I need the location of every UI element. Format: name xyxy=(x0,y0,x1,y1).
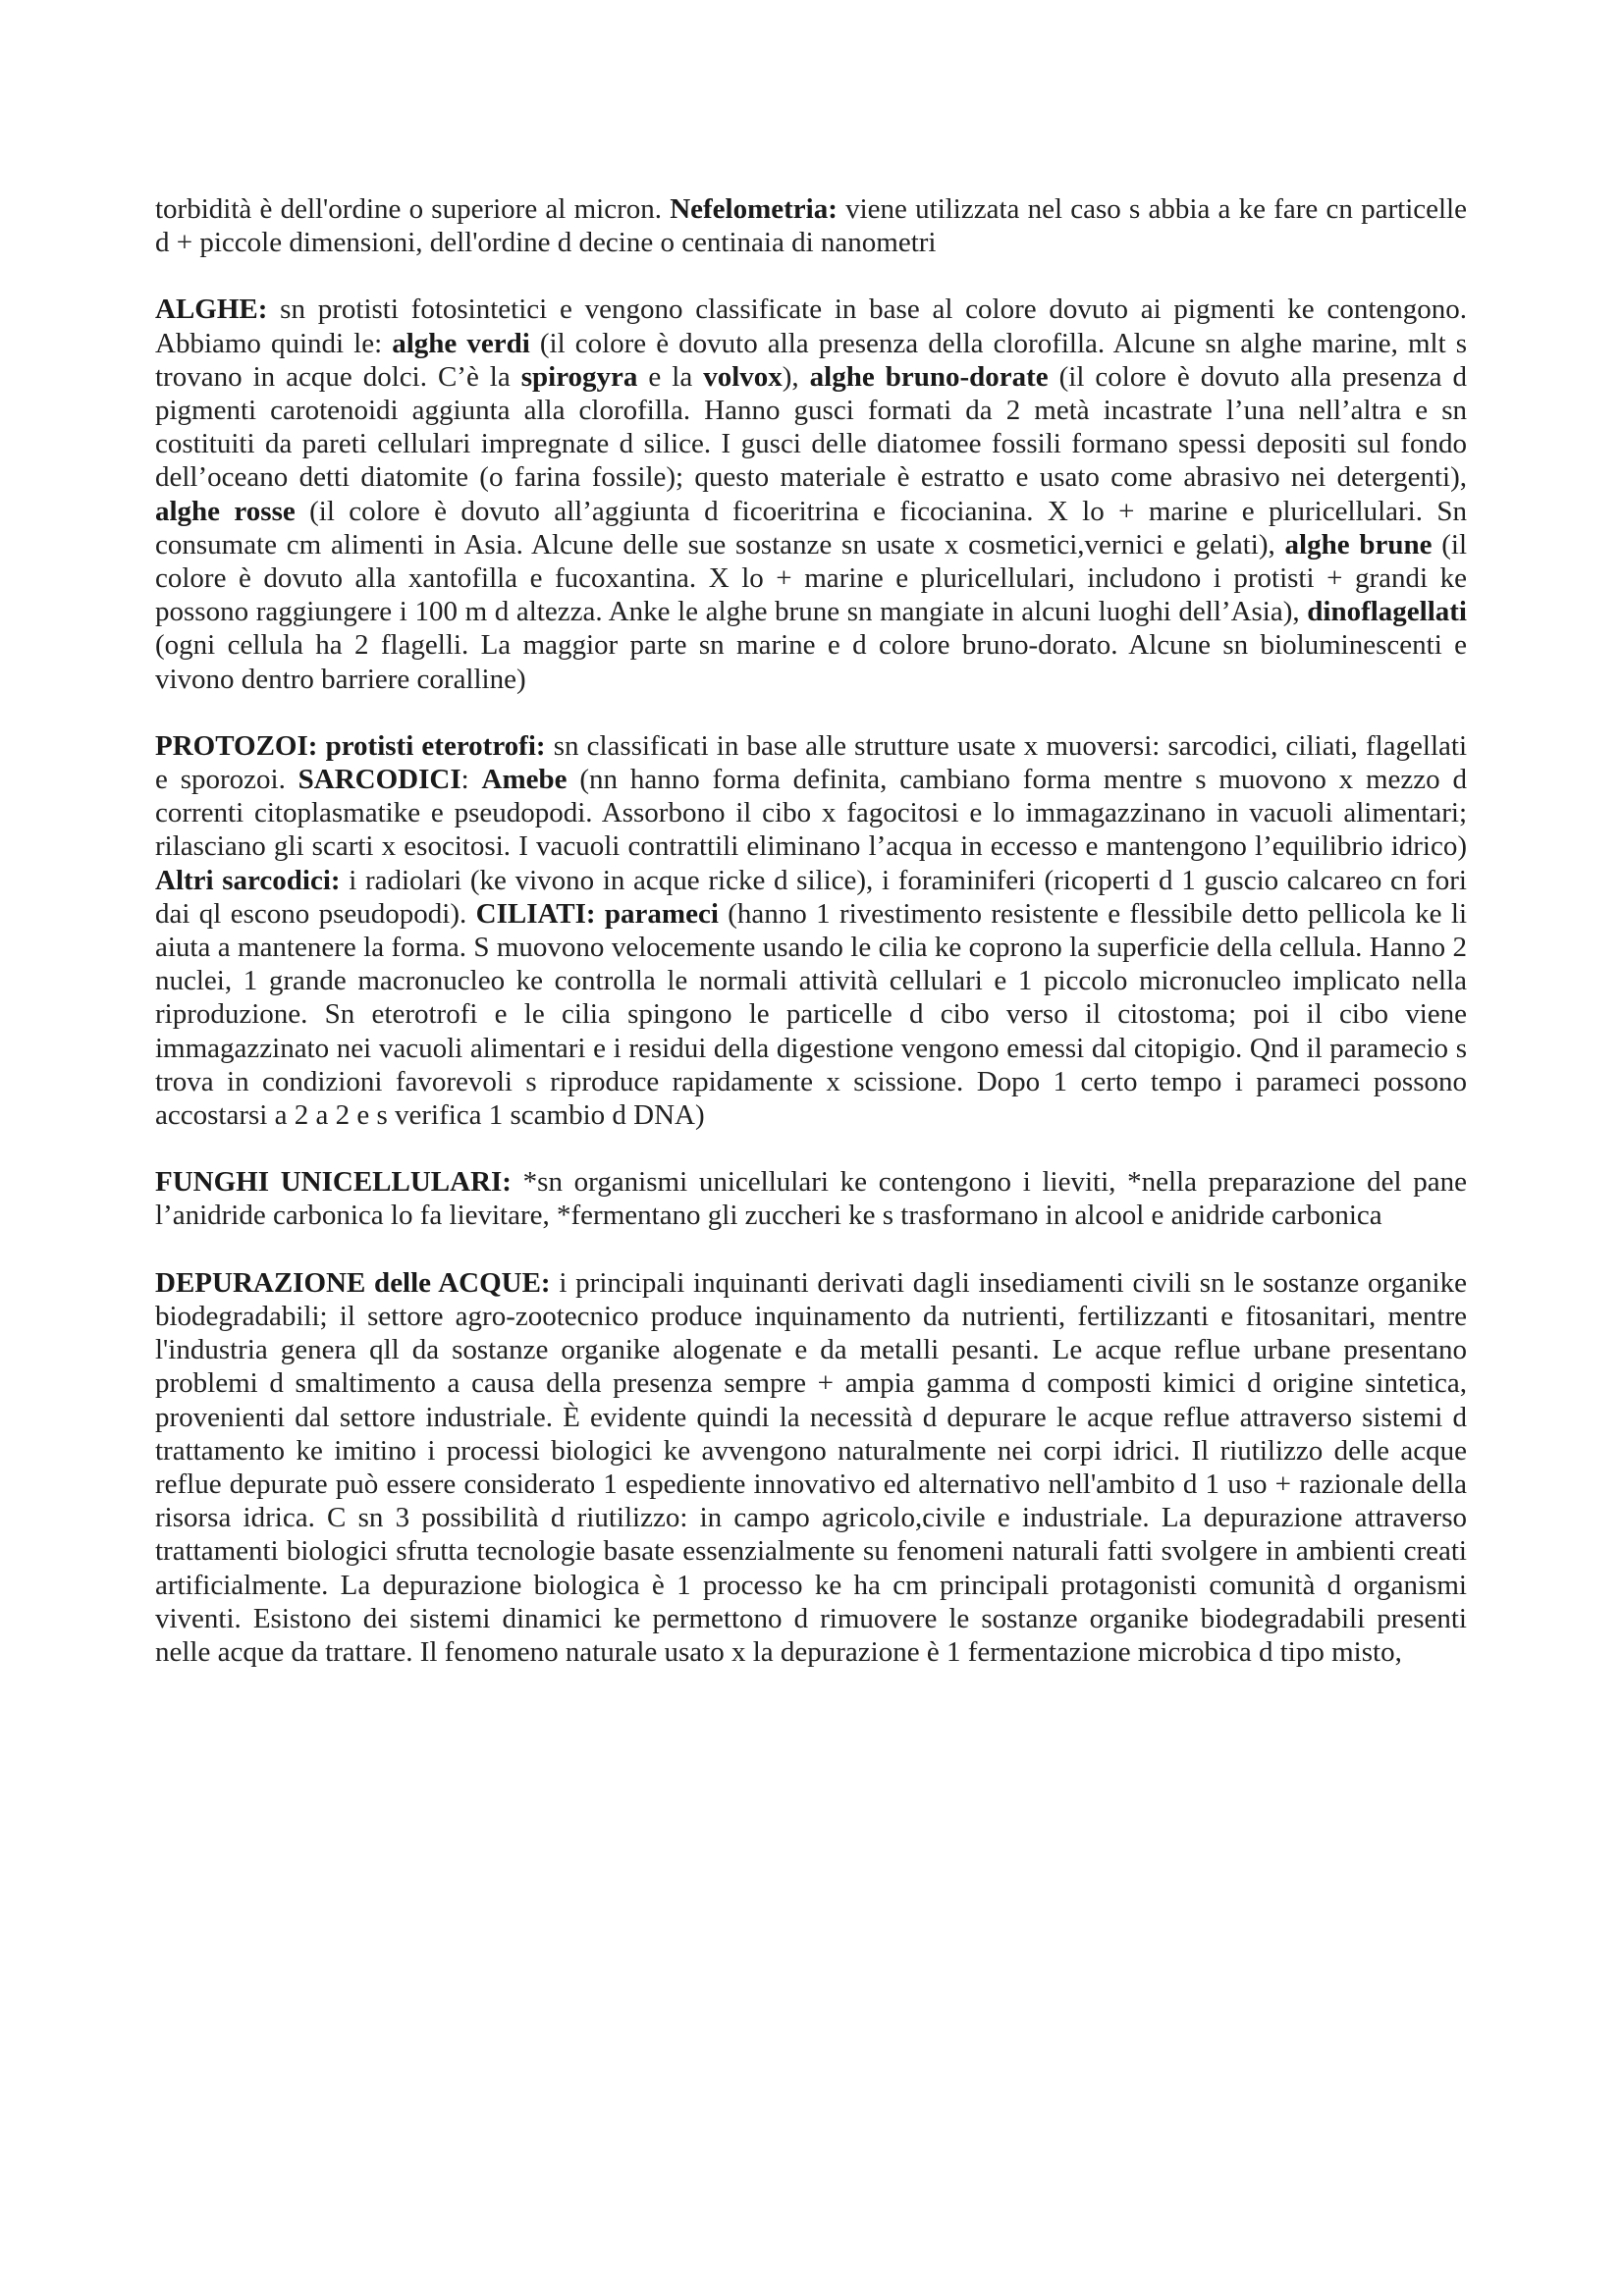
text-run: torbidità è dell'ordine o superiore al micron. xyxy=(155,193,671,225)
text-run: e la xyxy=(637,360,704,393)
text-run: (il colore è dovuto alla presenza della clorofilla. Alcune sn alghe marine, mlt s trovano in acque dolci. C’è la xyxy=(155,327,1467,393)
bold-term: CILIATI: parameci xyxy=(475,897,719,930)
paragraph-torbidita xyxy=(155,192,1467,259)
text-run: *sn organismi unicellulari ke contengono i lieviti, *nella preparazione del pane l’anidride carbonica lo fa lievitare, *fermentano gli zuccheri ke s trasformano in alcool e anidride carbonica xyxy=(155,1166,1467,1232)
bold-term: spirogyra xyxy=(520,360,638,393)
bold-term: SARCODICI xyxy=(298,764,461,796)
text-run: (ogni cellula ha 2 flagelli. La maggior parte sn marine e d colore bruno-dorato. Alcune sn bioluminescenti e vivono dentro barriere coralline) xyxy=(155,629,1467,695)
bold-term: dinoflagellati xyxy=(1307,596,1467,628)
bold-term: Nefelometria: xyxy=(670,193,838,225)
bold-term: alghe rosse xyxy=(155,495,296,527)
bold-term: volvox xyxy=(703,360,783,393)
bold-term: alghe brune xyxy=(1284,528,1433,561)
text-run: (hanno 1 rivestimento resistente e flessibile detto pellicola ke li aiuta a mantenere la forma. S muovono velocemente usando le cilia ke coprono la superficie della cellula. Hanno 2 nuclei, 1 grande macronucleo ke controlla le normali attività cellulari e 1 piccolo micronucleo implicato nella riproduzione. Sn eterotrofi e le cilia spingono le particelle d cibo verso il citostoma; poi il cibo viene immagazzinato nei vacuoli alimentari e i residui della digestione vengono emessi dal citopigio. Qnd il paramecio s trova in condizioni favorevoli s riproduce rapidamente x scissione. Dopo 1 certo tempo i parameci possono accostarsi a 2 a 2 e s verifica 1 scambio d DNA) xyxy=(155,897,1468,1132)
bold-term: FUNGHI UNICELLULARI: xyxy=(155,1166,512,1199)
text-run: i radiolari (ke vivono in acque ricke d silice), i foraminiferi (ricoperti d 1 guscio calcareo cn fori dai ql escono pseudopodi). xyxy=(155,864,1467,930)
bold-term: PROTOZOI: protisti eterotrofi: xyxy=(155,729,546,762)
paragraph-funghi xyxy=(155,1165,1467,1232)
text-run: viene utilizzata nel caso s abbia a ke fare cn particelle d + piccole dimensioni, dell'ordine d decine o centinaia di nanometri xyxy=(155,193,1467,259)
text-run: sn classificati in base alle strutture usate x muoversi: sarcodici, ciliati, flagellati e sporozoi. xyxy=(155,729,1468,796)
paragraph-depurazione xyxy=(155,1266,1467,1669)
bold-term: DEPURAZIONE delle ACQUE: xyxy=(155,1266,551,1299)
paragraph-protozoi xyxy=(155,729,1467,1132)
bold-term: alghe bruno-dorate xyxy=(809,360,1049,393)
bold-term: Amebe xyxy=(481,764,568,796)
bold-term: ALGHE: xyxy=(155,294,268,326)
paragraph-alghe xyxy=(155,293,1467,695)
text-run: (il colore è dovuto alla xantofilla e fucoxantina. X lo + marine e pluricellulari, includono i protisti + grandi ke possono raggiungere i 100 m d altezza. Anke le alghe brune sn mangiate in alcuni luoghi dell’Asia), xyxy=(155,528,1467,628)
text-run: (il colore è dovuto alla presenza d pigmenti carotenoidi aggiunta alla clorofilla. Hanno gusci formati da 2 metà incastrate l’una nell’altra e sn costituiti da pareti cellulari impregnate d silice. I gusci delle diatomee fossili formano spessi depositi sul fondo dell’oceano detti diatomite (o farina fossile); questo materiale è estratto e usato come abrasivo nei detergenti), xyxy=(155,360,1468,494)
text-run: sn protisti fotosintetici e vengono classificate in base al colore dovuto ai pigmenti ke contengono. Abbiamo quindi le: xyxy=(155,294,1467,359)
text-run: (il colore è dovuto all’aggiunta d ficoeritrina e ficocianina. X lo + marine e pluricellulari. Sn consumate cm alimenti in Asia. Alcune delle sue sostanze sn usate x cosmetici,vernici e gelati), xyxy=(155,495,1467,561)
document-page xyxy=(155,192,1467,1702)
text-run: ), xyxy=(782,360,810,393)
bold-term: Altri sarcodici: xyxy=(155,864,341,896)
text-run: : xyxy=(460,764,482,796)
text-run: (nn hanno forma definita, cambiano forma mentre s muovono x mezzo d correnti citoplasmatike e pseudopodi. Assorbono il cibo x fagocitosi e lo immagazzinano in vacuoli alimentari; rilasciano gli scarti x esocitosi. I vacuoli contrattili eliminano l’acqua in eccesso e mantengono l’equilibrio idrico) xyxy=(155,764,1467,863)
bold-term: alghe verdi xyxy=(392,327,530,359)
text-run: i principali inquinanti derivati dagli insediamenti civili sn le sostanze organike biodegradabili; il settore agro-zootecnico produce inquinamento da nutrienti, fertilizzanti e fitosanitari, mentre l'industria genera qll da sostanze organike alogenate e da metalli pesanti. Le acque reflue urbane presentano problemi d smaltimento a causa della presenza sempre + ampia gamma d composti kimici d origine sintetica, provenienti dal settore industriale. È evidente quindi la necessità d depurare le acque reflue attraverso sistemi d trattamento ke imitino i processi biologici ke avvengono naturalmente nei corpi idrici. Il riutilizzo delle acque reflue depurate può essere considerato 1 espediente innovativo ed alternativo nell'ambito d 1 uso + razionale della risorsa idrica. C sn 3 possibilità d riutilizzo: in campo agricolo,civile e industriale. La depurazione attraverso trattamenti biologici sfrutta tecnologie basate essenzialmente su fenomeni naturali fatti svolgere in ambienti creati artificialmente. La depurazione biologica è 1 processo ke ha cm principali protagonisti comunità d organismi viventi. Esistono dei sistemi dinamici ke permettono d rimuovere le sostanze organike biodegradabili presenti nelle acque da trattare. Il fenomeno naturale usato x la depurazione è 1 fermentazione microbica d tipo misto, xyxy=(155,1266,1467,1668)
